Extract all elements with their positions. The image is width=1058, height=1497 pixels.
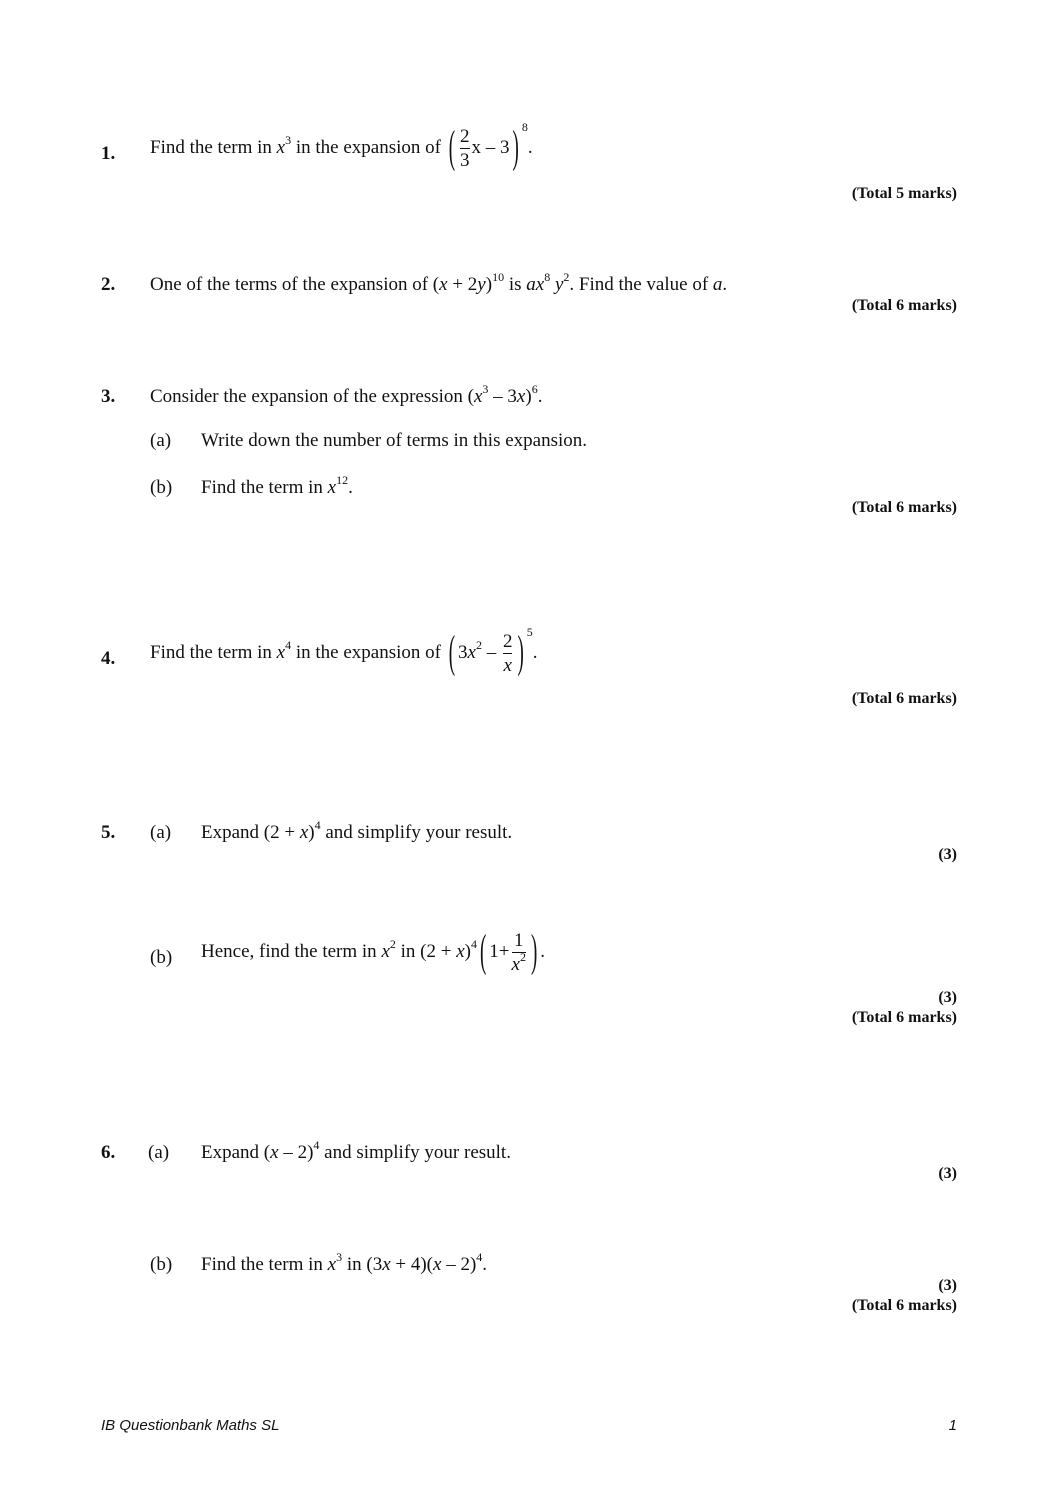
question-3-number: 3.	[101, 386, 116, 407]
footer-title: IB Questionbank Maths SL	[101, 1417, 280, 1434]
question-3-stem: Consider the expansion of the expression $(x^3 - 3x)^6$.	[150, 381, 543, 407]
question-5-part-a-label: (a)	[150, 822, 172, 843]
question-6-part-b-text: Find the term in $x^3$ in (3x + 4)(x – 2)$^4$.	[201, 1249, 488, 1275]
question-1-number: 1.	[101, 143, 116, 164]
question-1-text: Find the term in $x^3$ in the expansion of ( $\frac{2}{3}$ x – 3 ) $^8$.	[150, 120, 533, 175]
question-2-number: 2.	[101, 274, 116, 295]
question-3-part-b-label: (b)	[150, 477, 173, 498]
fraction: $\frac{1}{x^2}$	[511, 930, 526, 975]
question-5-number: 5.	[101, 822, 116, 843]
fraction: $\frac{2}{x}$	[502, 631, 513, 676]
question-2-total-marks: (Total 6 marks)	[851, 297, 957, 314]
question-5-part-a-text: Expand $(2 + x)^4$ and simplify your result.	[201, 817, 513, 843]
question-6-part-b-marks: (3)	[938, 1277, 957, 1294]
page-number: 1	[948, 1417, 957, 1434]
question-6-number: 6.	[101, 1142, 116, 1163]
question-6-total-marks: (Total 6 marks)	[851, 1297, 957, 1314]
question-5-part-b-text: Hence, find the term in $x^2$ in $(2 + x)^4$ ( 1+ $\frac{1}{x^2}$ ) .	[201, 927, 546, 979]
question-3-part-a-text: Write down the number of terms in this expansion.	[201, 430, 588, 451]
question-4-text: Find the term in $x^4$ in the expansion of ( $3x^2$ – $\frac{2}{x}$ ) $^5$.	[150, 625, 538, 680]
question-6-part-a-text: Expand (x – 2)$^4$ and simplify your result.	[201, 1137, 511, 1163]
question-6-part-b-label: (b)	[150, 1254, 173, 1275]
question-4-number: 4.	[101, 648, 116, 669]
question-1-total-marks: (Total 5 marks)	[851, 185, 957, 202]
question-3-part-b-text: Find the term in $x^{12}$.	[201, 472, 353, 498]
question-5-part-b-label: (b)	[150, 947, 173, 968]
question-3-total-marks: (Total 6 marks)	[851, 499, 957, 516]
fraction: $\frac{2}{3}$	[460, 126, 470, 171]
question-5-total-marks: (Total 6 marks)	[851, 1009, 957, 1026]
question-6-part-a-label: (a)	[148, 1142, 170, 1163]
question-4-total-marks: (Total 6 marks)	[851, 690, 957, 707]
question-2-text: One of the terms of the expansion of $(x + 2y)^{10}$ is $ax^8$ $y^2$. Find the value of a.	[150, 269, 728, 295]
question-6-part-a-marks: (3)	[938, 1165, 957, 1182]
question-5-part-b-marks: (3)	[938, 989, 957, 1006]
question-5-part-a-marks: (3)	[938, 846, 957, 863]
question-3-part-a-label: (a)	[150, 430, 172, 451]
